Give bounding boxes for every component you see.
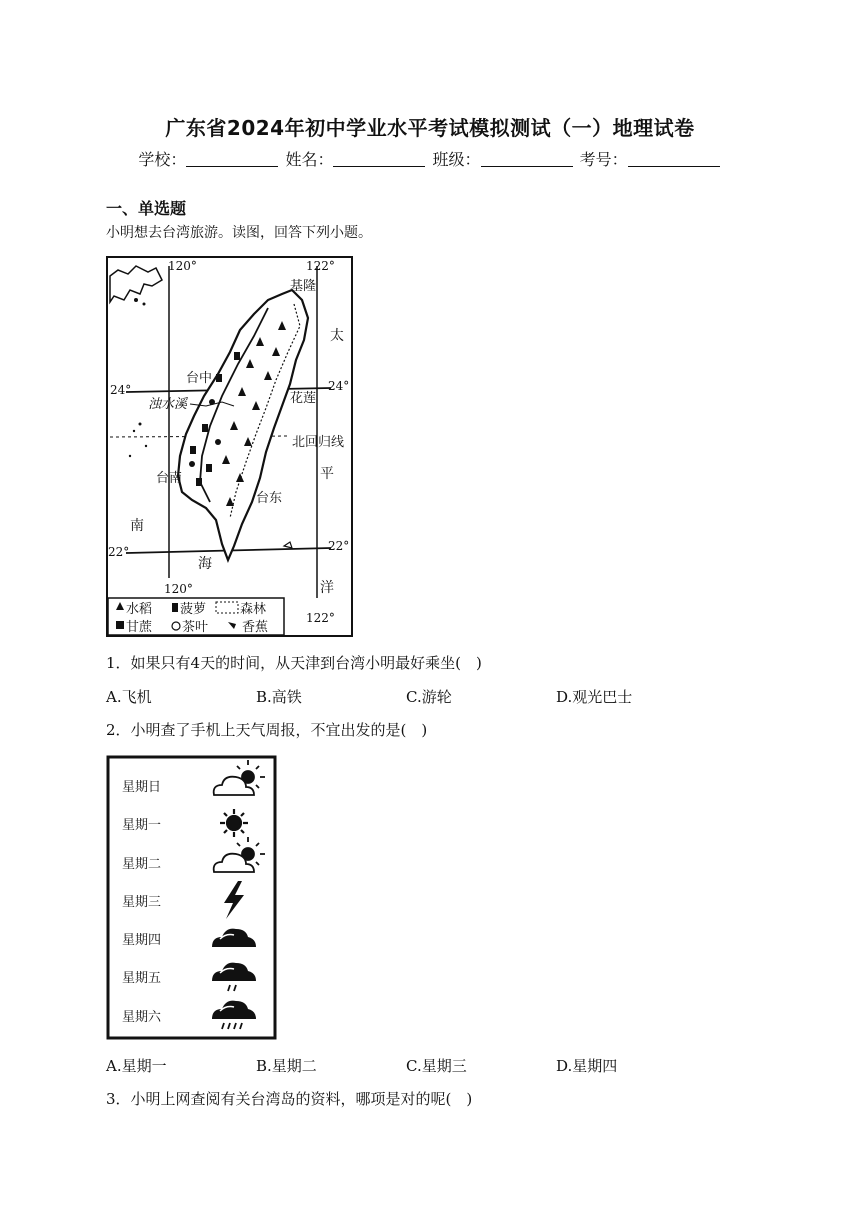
- map-lon-120-top: 120°: [168, 259, 197, 273]
- map-tainan: 台南: [156, 471, 183, 486]
- weather-day-fri: 星期五: [122, 971, 162, 986]
- map-lat-24-right: 24°: [328, 379, 350, 393]
- map-zhuoshui: 浊水溪: [148, 397, 188, 412]
- class-blank[interactable]: [481, 152, 573, 167]
- question-3-stem: 3．小明上网查阅有关台湾岛的资料，哪项是对的呢( ): [106, 1090, 473, 1108]
- q1-option-a[interactable]: A.飞机: [106, 688, 152, 706]
- q1-option-b[interactable]: B.高铁: [256, 688, 302, 706]
- exam-no-label: 考号：: [579, 150, 628, 169]
- map-pacific-2: 平: [320, 466, 334, 482]
- weather-day-wed: 星期三: [122, 895, 162, 910]
- q1-option-d[interactable]: D.观光巴士: [556, 688, 633, 706]
- question-intro: 小明想去台湾旅游。读图，回答下列小题。: [106, 225, 372, 241]
- map-lat-22-right: 22°: [328, 539, 350, 553]
- map-lon-120-bottom: 120°: [164, 582, 193, 596]
- question-1-stem: 1．如果只有4天的时间，从天津到台湾小明最好乘坐( ): [106, 654, 482, 672]
- map-pacific-3: 洋: [320, 580, 334, 596]
- name-label: 姓名：: [285, 150, 334, 169]
- map-pacific-1: 太: [330, 328, 344, 344]
- taiwan-map: [106, 256, 354, 638]
- school-blank[interactable]: [186, 152, 278, 167]
- map-tropic: 北回归线: [292, 435, 345, 450]
- map-lat-24-left: 24°: [110, 383, 132, 397]
- legend-rice: 水稻: [126, 602, 153, 617]
- name-blank[interactable]: [333, 152, 425, 167]
- q2-option-d[interactable]: D.星期四: [556, 1057, 618, 1075]
- weather-day-sat: 星期六: [122, 1010, 162, 1025]
- weather-day-mon: 星期一: [122, 818, 162, 833]
- paper-title: 广东省2024年初中学业水平考试模拟测试（一）地理试卷: [165, 116, 695, 140]
- q2-option-c[interactable]: C.星期三: [406, 1057, 467, 1075]
- legend-banana: 香蕉: [242, 620, 269, 635]
- student-info-line: [0, 147, 860, 170]
- question-2-stem: 2．小明查了手机上天气周报，不宜出发的是( ): [106, 721, 428, 739]
- weather-day-sun: 星期日: [122, 780, 162, 795]
- map-scs-1: 南: [130, 518, 144, 534]
- legend-pineapple: 菠萝: [180, 602, 207, 617]
- school-label: 学校：: [138, 150, 187, 169]
- map-scs-2: 海: [198, 556, 212, 572]
- map-lon-122-top: 122°: [306, 259, 335, 273]
- section-title: 一、单选题: [106, 199, 187, 218]
- weather-forecast-chart: [106, 755, 278, 1041]
- q2-option-b[interactable]: B.星期二: [256, 1057, 317, 1075]
- q1-option-c[interactable]: C.游轮: [406, 688, 452, 706]
- map-taichung: 台中: [186, 371, 213, 386]
- weather-day-thu: 星期四: [122, 933, 162, 948]
- legend-forest: 森林: [240, 602, 267, 617]
- map-lon-122-bottom: 122°: [306, 611, 335, 625]
- map-hualien: 花莲: [290, 391, 317, 406]
- map-taitung: 台东: [256, 491, 283, 506]
- class-label: 班级：: [432, 150, 481, 169]
- sunny-icon: [220, 809, 248, 837]
- weather-day-tue: 星期二: [122, 857, 162, 872]
- map-keelung: 基隆: [290, 279, 317, 294]
- legend-sugarcane: 甘蔗: [126, 620, 153, 635]
- q2-option-a[interactable]: A.星期一: [106, 1057, 167, 1075]
- legend-tea: 茶叶: [182, 620, 209, 635]
- exam-no-blank[interactable]: [628, 152, 720, 167]
- map-lat-22-left: 22°: [108, 545, 130, 559]
